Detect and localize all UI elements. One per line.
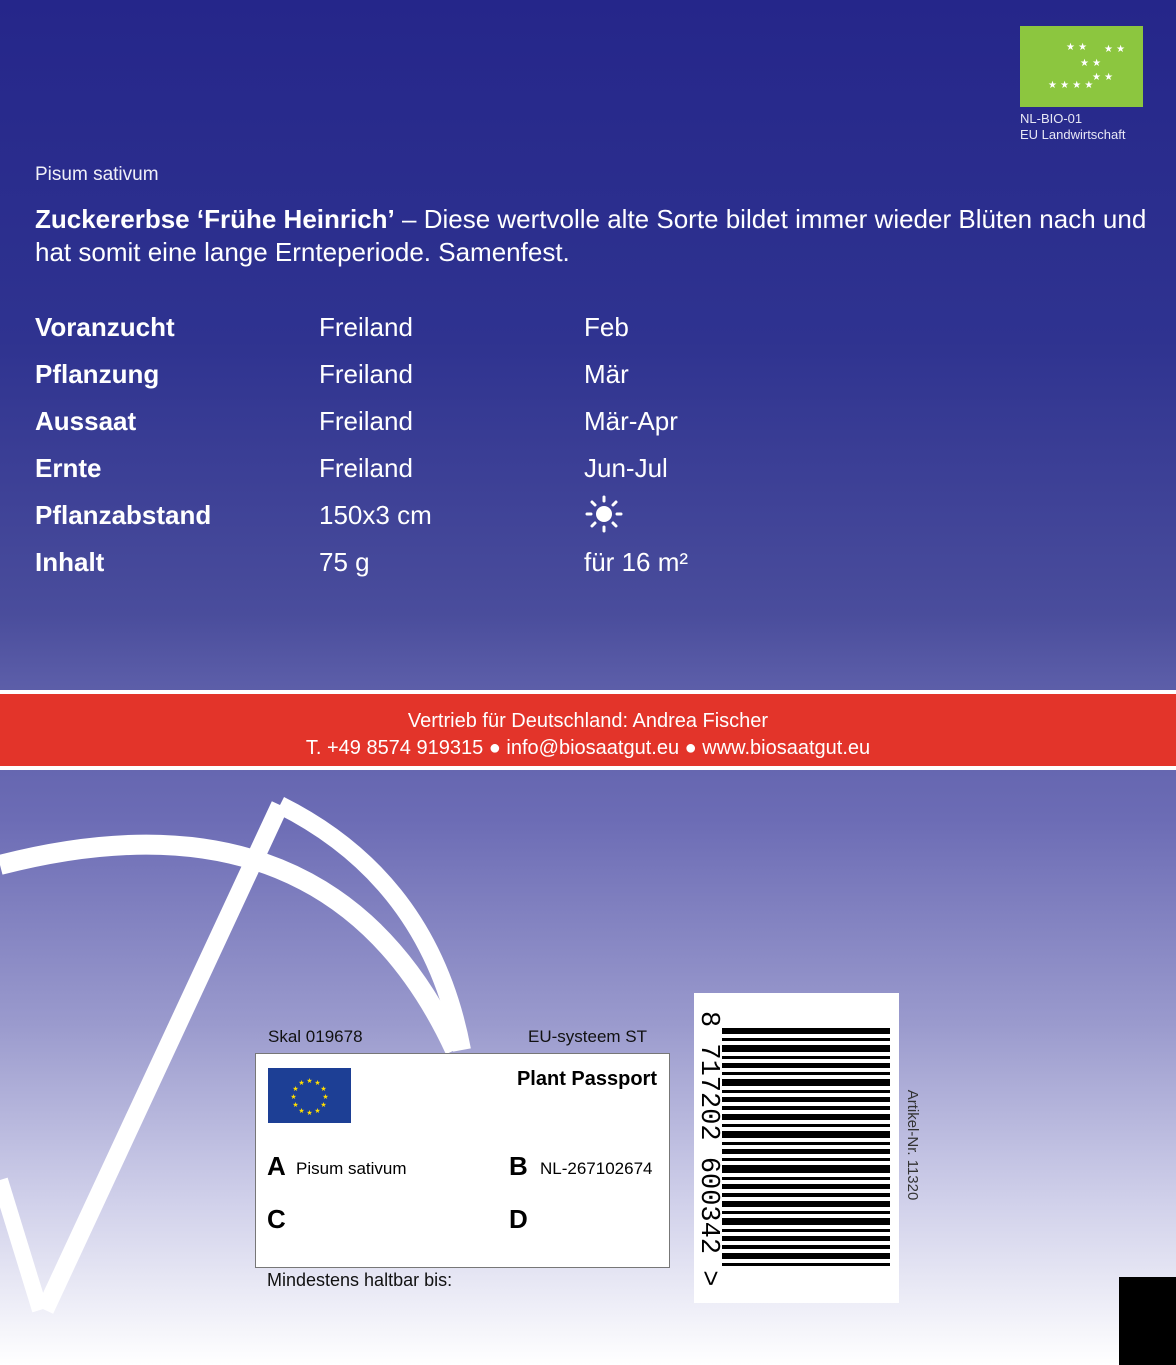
svg-text:★: ★ [290, 1093, 297, 1101]
info-label: Pflanzung [35, 359, 160, 389]
organic-origin: EU Landwirtschaft [1020, 127, 1126, 142]
svg-text:★: ★ [320, 1101, 327, 1109]
field-a-value: Pisum sativum [296, 1159, 407, 1178]
eu-system-label: EU-systeem ST [528, 1027, 648, 1046]
field-b-value: NL-267102674 [540, 1159, 653, 1178]
product-description [35, 203, 1150, 269]
info-label: Pflanzabstand [35, 500, 212, 530]
plant-passport-box [255, 1053, 670, 1268]
svg-text:★: ★ [314, 1079, 321, 1087]
svg-text:★: ★ [320, 1085, 327, 1093]
info-extra: Mär-Apr [584, 406, 678, 436]
plant-passport-title: Plant Passport [516, 1068, 657, 1090]
field-d-letter: D [509, 1204, 528, 1234]
info-label: Ernte [35, 453, 102, 483]
svg-text:★: ★ [314, 1107, 321, 1115]
info-value: Freiland [319, 406, 413, 436]
info-value: Freiland [319, 312, 413, 342]
svg-text:★: ★ [298, 1107, 305, 1115]
latin-name: Pisum sativum [35, 164, 159, 185]
distribution-contact-line: T. +49 8574 919315 ● info@biosaatgut.eu ● www.biosaatgut.eu [305, 737, 871, 759]
field-b-letter: B [509, 1151, 528, 1181]
skal-number: Skal 019678 [268, 1027, 363, 1046]
info-value: 75 g [319, 547, 370, 577]
svg-text:★: ★ [298, 1079, 305, 1087]
organic-code: NL-BIO-01 [1020, 111, 1083, 126]
barcode [694, 993, 899, 1303]
svg-text:★ ★: ★ ★ [1092, 72, 1114, 83]
info-value: 150x3 cm [319, 500, 432, 530]
svg-text:★: ★ [292, 1085, 299, 1093]
barcode-digits: 8 717202 600342 > [693, 1011, 723, 1287]
svg-text:★: ★ [306, 1109, 313, 1117]
svg-text:★: ★ [322, 1093, 329, 1101]
distribution-line-1: Vertrieb für Deutschland: Andrea Fischer [407, 710, 769, 732]
sun-icon [584, 494, 624, 541]
info-label: Aussaat [35, 406, 137, 436]
info-value: Freiland [319, 453, 413, 483]
field-a-letter: A [267, 1151, 286, 1181]
product-description-text: – Diese wertvolle alte Sorte bildet immer wieder Blüten nach und hat somit eine lange Ernteperiode. Samenfest. [35, 204, 1147, 267]
svg-text:★ ★: ★ ★ [1104, 44, 1126, 55]
svg-text:★ ★: ★ ★ [1080, 58, 1102, 69]
article-number: Artikel-Nr. 11320 [904, 1089, 921, 1201]
svg-text:★: ★ [306, 1077, 313, 1085]
field-c-letter: C [267, 1204, 286, 1234]
eu-flag-icon [268, 1068, 351, 1123]
svg-text:★ ★ ★ ★: ★ ★ ★ ★ [1048, 80, 1094, 91]
info-value: Freiland [319, 359, 413, 389]
info-extra: Mär [584, 359, 629, 389]
best-before-label: Mindestens haltbar bis: [267, 1270, 453, 1290]
svg-text:★ ★: ★ ★ [1066, 42, 1088, 53]
info-extra: Feb [584, 312, 629, 342]
product-name: Zuckererbse ‘Frühe Heinrich’ [35, 204, 395, 234]
black-corner-block [1119, 1277, 1176, 1365]
info-label: Voranzucht [35, 312, 175, 342]
eu-organic-logo [1020, 26, 1143, 107]
svg-text:★: ★ [292, 1101, 299, 1109]
info-extra: Jun-Jul [584, 453, 668, 483]
organic-certification-code [1020, 111, 1126, 143]
info-extra: für 16 m² [584, 547, 689, 577]
distribution-banner [0, 690, 1176, 770]
info-label: Inhalt [35, 547, 105, 577]
